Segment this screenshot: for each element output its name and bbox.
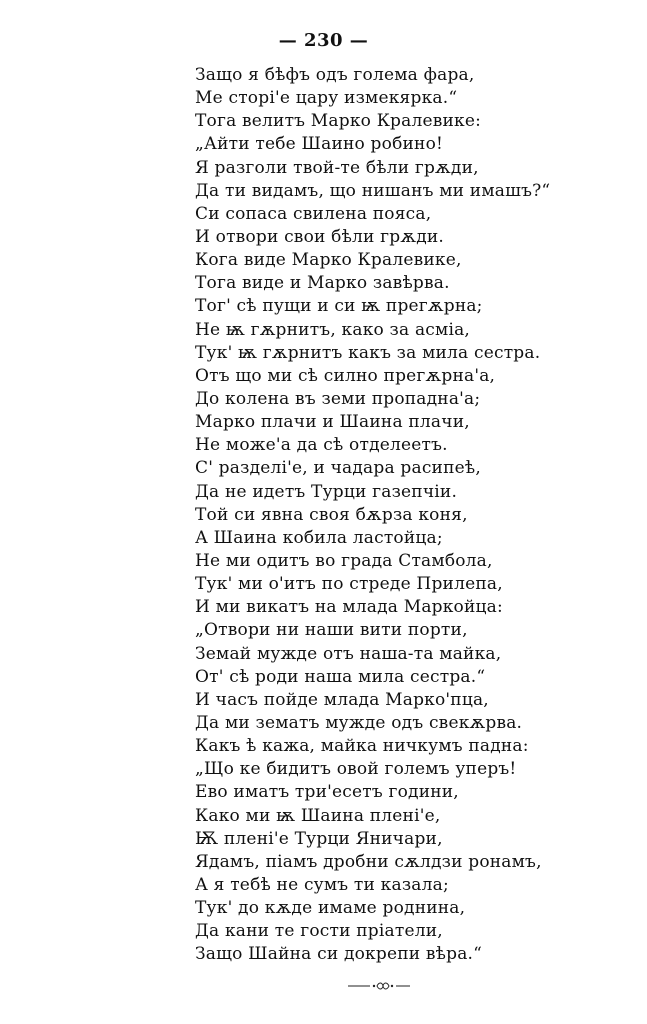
poem-line: Да кани те гости пріатели, — [195, 921, 443, 942]
poem-line: Не ѭ гѫрнитъ, како за асміа, — [195, 319, 471, 340]
poem-line: А я тебѣ не сумъ ти казала; — [195, 874, 449, 895]
poem-line: Како ми ѭ Шаина плені'е, — [195, 805, 441, 826]
poem-line: И отвори свои бѣли грѫди. — [195, 226, 445, 247]
poem-line: Да не идетъ Турци газепчіи. — [195, 481, 458, 502]
poem-line: Си сопаса свилена пояса, — [195, 203, 432, 224]
poem-line: Тук' до кѫде имаме роднина, — [195, 898, 466, 919]
poem-line: „Отвори ни наши вити порти, — [195, 620, 468, 641]
poem-line: Не ми одитъ во града Стамбола, — [195, 550, 493, 571]
poem-line: Марко плачи и Шаина плачи, — [195, 412, 470, 433]
poem-line: Защо Шайна си докрепи вѣра.“ — [195, 944, 483, 965]
poem-line: Тог' сѣ пущи и си ѭ прегѫрна; — [195, 296, 483, 317]
poem-line: Ядамъ, піамъ дробни сѫлдзи ронамъ, — [195, 851, 542, 872]
poem-line: Ѭ плені'е Турци Яничари, — [195, 828, 443, 849]
poem-line: Ево иматъ три'есетъ години, — [195, 782, 459, 803]
poem-line: Защо я бѣфъ одъ голема фара, — [195, 65, 475, 85]
poem-line: Да ми зематъ мужде одъ свекѫрва. — [195, 712, 523, 733]
poem-line: Не може'а да сѣ отделеетъ. — [195, 435, 448, 456]
poem-line: С' разделі'е, и чадара расипеѣ, — [195, 458, 481, 479]
poem-line: А Шаина кобила ластойца; — [195, 527, 443, 548]
poem-line: „Що ке бидитъ овой големъ уперъ! — [195, 759, 517, 780]
poem-line: Той си явна своя бѫрза коня, — [195, 504, 468, 525]
poem-line: До колена въ земи пропадна'а; — [195, 388, 481, 409]
page-number: — 230 — — [278, 30, 369, 51]
poem-line: Тук' ѭ гѫрнитъ какъ за мила сестра. — [195, 342, 541, 363]
poem-line: И часъ пойде млада Марко'пца, — [195, 689, 489, 710]
poem-line: Тога велитъ Марко Кралевике: — [195, 111, 482, 132]
poem-line: „Айти тебе Шаино робино! — [195, 134, 444, 155]
poem-line: Да ти видамъ, що нишанъ ми имашъ?“ — [195, 180, 551, 201]
poem-line: Тук' ми о'итъ по стреде Прилепа, — [195, 574, 503, 595]
poem-line: Кога виде Марко Кралевике, — [195, 250, 462, 271]
end-ornament — [346, 980, 412, 992]
poem-line: И ми викатъ на млада Маркойца: — [195, 597, 503, 618]
poem-line: От' сѣ роди наша мила сестра.“ — [195, 666, 486, 687]
poem-text — [195, 64, 550, 966]
poem-line: Какъ ѣ кажа, майка ничкумъ падна: — [195, 736, 529, 757]
poem-line: Ме сторі'е цару измекярка.“ — [195, 88, 458, 109]
poem-line: Тога виде и Марко завѣрва. — [195, 273, 450, 294]
poem-line: Земай мужде отъ наша-та майка, — [195, 643, 502, 664]
poem-line: Отъ що ми сѣ силно прегѫрна'а, — [195, 365, 496, 386]
poem-line: Я разголи твой-те бѣли грѫди, — [195, 157, 479, 178]
